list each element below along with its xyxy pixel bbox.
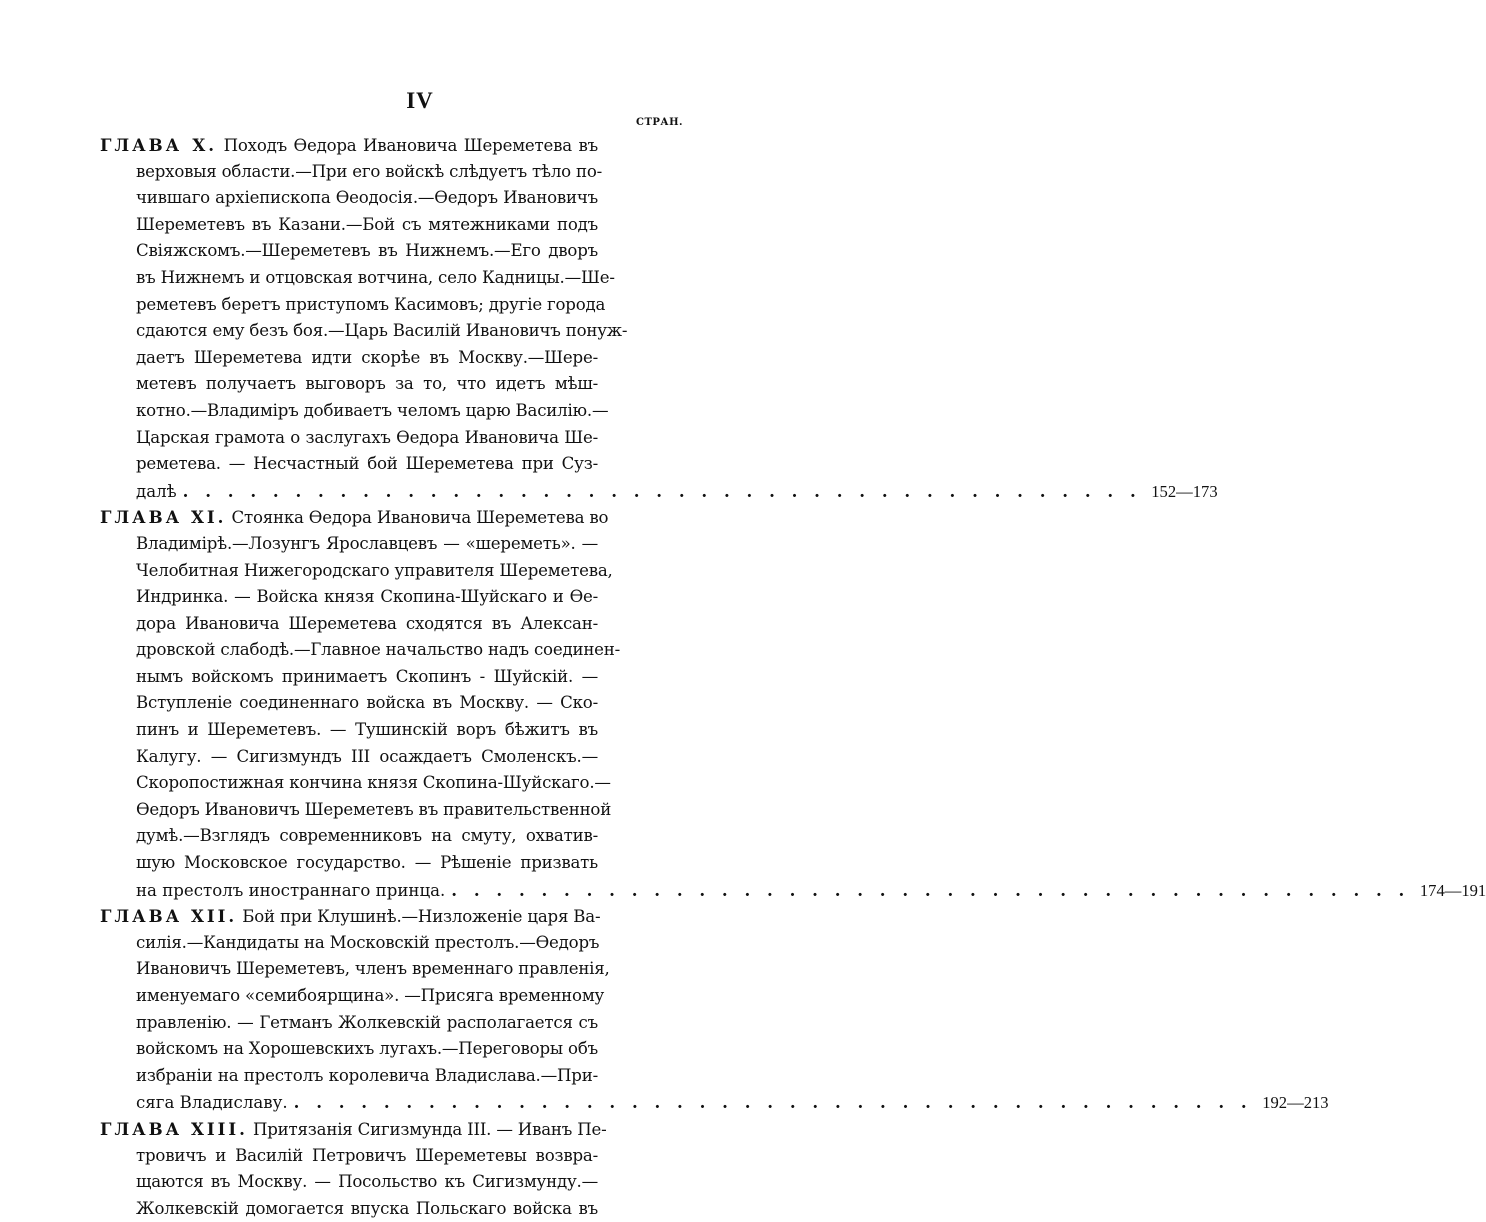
toc-leader-line xyxy=(136,877,1486,904)
table-of-contents xyxy=(100,132,1486,1222)
toc-line: верховыя области.—При его войскѣ слѣдуетъ тѣло по- xyxy=(136,161,603,181)
chapter-label: ГЛАВА XII. xyxy=(100,906,238,927)
toc-line: Шереметевъ въ Казани.—Бой съ мятежниками подъ xyxy=(136,214,598,234)
toc-line: силія.—Кандидаты на Московскій престолъ.—Өедоръ xyxy=(136,932,600,952)
toc-line: Жолкевскій домогается впуска Польскаго войска въ xyxy=(136,1198,598,1218)
toc-entry-chapter-12 xyxy=(100,903,1329,1116)
toc-line-end: сяга Владиславу. xyxy=(136,1093,288,1113)
toc-line: метевъ получаетъ выговоръ за то, что идетъ мѣш- xyxy=(136,374,598,394)
toc-line: Владимірѣ.—Лозунгъ Ярославцевъ — «шереметь». — xyxy=(136,533,598,553)
toc-line: Скоропостижная кончина князя Скопина-Шуйскаго.— xyxy=(136,773,611,793)
toc-leader-line xyxy=(136,478,1218,505)
page-number: IV xyxy=(406,88,434,113)
dot-leader: . . . . . . . . . . . . . . . . . . . . . . . . . . . . . . . . . . . . . . . . . . . xyxy=(451,879,1410,900)
toc-line-end: далѣ xyxy=(136,481,177,501)
toc-line: думѣ.—Взглядъ современниковъ на смуту, охватив- xyxy=(136,826,598,846)
page-range: 152—173 xyxy=(1151,481,1218,501)
toc-line: Челобитная Нижегородскаго управителя Шереметева, xyxy=(136,560,613,580)
dot-leader: . . . . . . . . . . . . . . . . . . . . . . . . . . . . . . . . . . . . . . . . . . . xyxy=(293,1092,1253,1113)
toc-line: даетъ Шереметева идти скорѣе въ Москву.—Шере- xyxy=(136,347,598,367)
toc-line: Свіяжскомъ.—Шереметевъ въ Нижнемъ.—Его дворъ xyxy=(136,241,598,261)
toc-line: пинъ и Шереметевъ. — Тушинскій воръ бѣжитъ въ xyxy=(136,720,598,740)
toc-line: сдаются ему безъ боя.—Царь Василій Ивановичъ понуж- xyxy=(136,321,628,341)
toc-line: котно.—Владиміръ добиваетъ челомъ царю Василію.— xyxy=(136,400,609,420)
toc-line: ГЛАВА XII. Бой при Клушинѣ.—Низложеніе царя Ва- xyxy=(100,906,601,927)
page-range: 174—191 xyxy=(1419,880,1486,900)
toc-line: нымъ войскомъ принимаетъ Скопинъ - Шуйскій. — xyxy=(136,666,598,686)
toc-leader-line xyxy=(136,1089,1329,1116)
toc-line: Царская грамота о заслугахъ Өедора Ивановича Ше- xyxy=(136,427,598,447)
toc-line: Калугу. — Сигизмундъ III осаждаетъ Смоленскъ.— xyxy=(136,746,598,766)
page-range: 192—213 xyxy=(1262,1093,1329,1113)
toc-line: чившаго архіепископа Өеодосія.—Өедоръ Ивановичъ xyxy=(136,188,598,208)
toc-line: Өедоръ Ивановичъ Шереметевъ въ правительственной xyxy=(136,799,612,819)
pages-column-header: СТРАН. xyxy=(636,117,683,128)
toc-line: щаются въ Москву. — Посольство къ Сигизмунду.— xyxy=(136,1172,598,1192)
toc-entry-chapter-13 xyxy=(100,1116,700,1222)
toc-line: именуемаго «семибоярщина». —Присяга временному xyxy=(136,986,605,1005)
toc-line: шую Московское государство. — Рѣшеніе призвать xyxy=(136,853,598,873)
toc-line: тровичъ и Василій Петровичъ Шереметевы возвра- xyxy=(136,1145,598,1165)
toc-line: дровской слабодѣ.—Главное начальство надъ соединен- xyxy=(136,640,621,660)
toc-entry-chapter-11 xyxy=(100,504,1486,903)
chapter-label: ГЛАВА X. xyxy=(100,135,218,155)
toc-line: дора Ивановича Шереметева сходятся въ Алексан- xyxy=(136,613,598,633)
toc-line-end: на престолъ иностраннаго принца. xyxy=(136,880,446,900)
toc-line: реметевъ беретъ приступомъ Касимовъ; другіе города xyxy=(136,294,606,314)
toc-line: ГЛАВА XIII. Притязанія Сигизмунда III. — Иванъ Пе- xyxy=(100,1118,607,1139)
toc-entry-chapter-10 xyxy=(100,132,1218,504)
toc-line: Вступленіе соединеннаго войска въ Москву. — Ско- xyxy=(136,693,598,713)
toc-line: Индринка. — Войска князя Скопина-Шуйскаго и Өе- xyxy=(136,587,598,607)
chapter-label: ГЛАВА XI. xyxy=(100,507,227,528)
dot-leader: . . . . . . . . . . . . . . . . . . . . . . . . . . . . . . . . . . . . . . . . . . . xyxy=(182,480,1142,501)
chapter-label: ГЛАВА XIII. xyxy=(100,1118,248,1139)
toc-line: ГЛАВА XI. Стоянка Өедора Ивановича Шереметева во xyxy=(100,507,609,528)
toc-line: правленію. — Гетманъ Жолкевскій располагается съ xyxy=(136,1012,598,1032)
toc-line: въ Нижнемъ и отцовская вотчина, село Кадницы.—Ше- xyxy=(136,267,615,287)
toc-line: реметева. — Несчастный бой Шереметева при Суз- xyxy=(136,454,598,474)
toc-line: Ивановичъ Шереметевъ, членъ временнаго правленія, xyxy=(136,959,610,979)
toc-line: ГЛАВА X. Походъ Өедора Ивановича Шереметева въ xyxy=(100,135,598,155)
toc-line: войскомъ на Хорошевскихъ лугахъ.—Переговоры объ xyxy=(136,1039,598,1059)
toc-line: избраніи на престолъ королевича Владислава.—При- xyxy=(136,1065,598,1085)
